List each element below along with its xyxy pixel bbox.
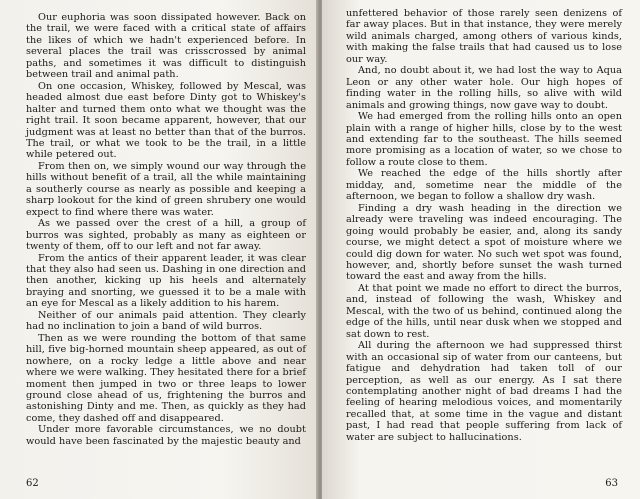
paragraph: All during the afternoon we had suppressed thirst with an occasional sip of water from our canteens, but fatigue and dehydration had taken toll of our perception, as well as our energy. As I sat there contemplating another night of bad dreams I had the feeling of hearing melodious voices, and momentarily recalled that, at some time in the vague and distant past, I had read that people suffering from lack of water are subject to hallucinations. [346, 340, 622, 443]
paragraph: From the antics of their apparent leader, it was clear that they also had seen us. Dashing in one direction and then another, kicking up his heels and alternately braying and snorting, we guessed it to be a male with an eye for Mescal as a likely addition to his harem. [26, 252, 306, 310]
page-number: 63 [605, 478, 618, 489]
paragraph: Neither of our animals paid attention. They clearly had no inclination to join a band of wild burros. [26, 309, 306, 333]
paragraph: And, no doubt about it, we had lost the way to Aqua Leon or any other water hole. Our high hopes of finding water in the rolling hills, so alive with wild animals and growing things, now gave way to doubt. [346, 65, 622, 111]
paragraph: At that point we made no effort to direct the burros, and, instead of following the wash, Whiskey and Mescal, with the two of us behind, continued along the edge of the hills, until near dusk when we stopped and sat down to rest. [346, 282, 622, 340]
paragraph: We reached the edge of the hills shortly after midday, and, sometime near the middle of the afternoon, we began to follow a shallow dry wash. [346, 168, 622, 203]
paragraph: We had emerged from the rolling hills onto an open plain with a range of higher hills, close by to the west and extending far to the southeast. The hills seemed more promising as a location of water, so we chose to follow a route close to them. [346, 111, 622, 168]
paragraph: unfettered behavior of those rarely seen denizens of far away places. But in that instance, they were merely wild animals charged, among others of various kinds, with making the false trails that had caused us to lose our way. [346, 8, 622, 65]
paragraph: Finding a dry wash heading in the direction we already were traveling was indeed encouraging. The going would probably be easier, and, along its sandy course, we might detect a spot of moisture where we could dig down for water. No such wet spot was found, however, and, shortly before sunset the wash turned toward the east and away from the hills. [346, 202, 622, 283]
page-number: 62 [26, 478, 39, 489]
right-page [322, 0, 640, 499]
paragraph: From then on, we simply wound our way through the hills without benefit of a trail, all the while maintaining a southerly course as nearly as possible and keeping a sharp lookout for the kind of green shrubery one would expect to find where there was water. [26, 160, 306, 218]
paragraph: On one occasion, Whiskey, followed by Mescal, was headed almost due east before Dinty got to Whiskey's halter and turned them onto what we thought was the right trail. It soon became apparent, however, that our judgment was at least no better than that of the burros. The trail, or what we took to be the trail, in a little while petered out. [26, 80, 306, 161]
left-page [0, 0, 318, 499]
paragraph: Then as we were rounding the bottom of that same hill, five big-horned mountain sheep appeared, as out of nowhere, on a rocky ledge a little above and near where we were walking. They hesitated there for a brief moment then jumped in two or three leaps to lower ground close ahead of us, frightening the burros and astonishing Dinty and me. Then, as quickly as they had come, they dashed off and disappeared. [26, 332, 306, 424]
paragraph: Our euphoria was soon dissipated however. Back on the trail, we were faced with a critical state of affairs the likes of which we hadn't experienced before. In several places the trail was crisscrossed by animal paths, and sometimes it was difficult to distinguish between trail and animal path. [26, 12, 306, 81]
paragraph: Under more favorable circumstances, we no doubt would have been fascinated by the majestic beauty and [26, 424, 306, 447]
paragraph: As we passed over the crest of a hill, a group of burros was sighted, probably as many as eighteen or twenty of them, off to our left and not far away. [26, 218, 306, 253]
